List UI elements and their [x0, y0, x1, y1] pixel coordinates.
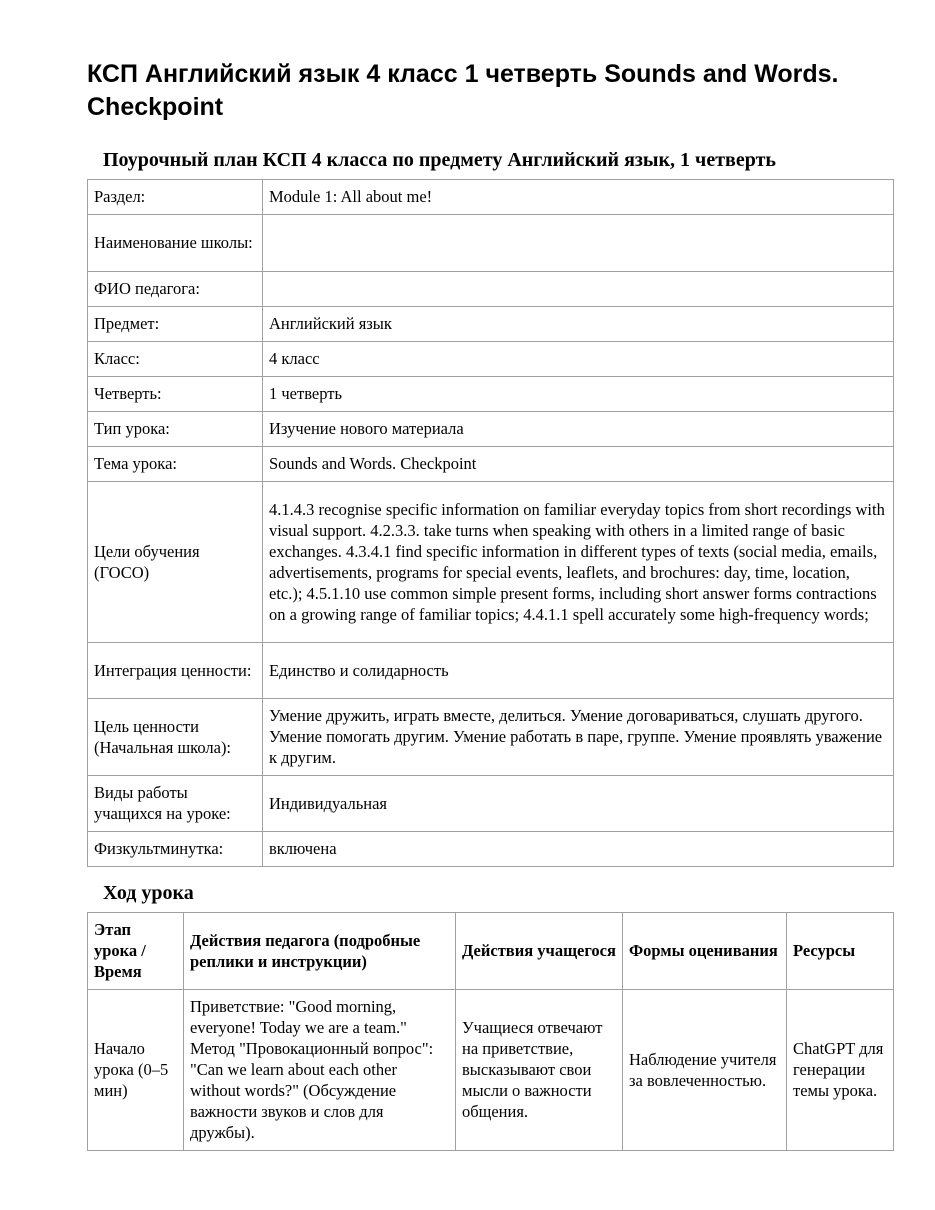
- column-header-student-actions: Действия учащегося: [456, 913, 623, 990]
- lesson-progress-heading: Ход урока: [103, 882, 194, 904]
- table-row: [88, 447, 894, 482]
- table-row: [88, 776, 894, 832]
- row-value: Module 1: All about me!: [263, 180, 894, 215]
- column-header-stage: Этап урока / Время: [88, 913, 184, 990]
- row-value: Английский язык: [263, 307, 894, 342]
- row-label: Тема урока:: [88, 447, 263, 482]
- column-header-teacher-actions: Действия педагога (подробные реплики и инструкции): [184, 913, 456, 990]
- row-label: Интеграция ценности:: [88, 643, 263, 699]
- row-label: Класс:: [88, 342, 263, 377]
- row-value: [263, 272, 894, 307]
- table-row: [88, 272, 894, 307]
- cell-student-actions: Учащиеся отвечают на приветствие, высказывают свои мысли о важности общения.: [456, 990, 623, 1151]
- lesson-info-table: [87, 179, 894, 867]
- row-label: Раздел:: [88, 180, 263, 215]
- table-row: [88, 990, 894, 1151]
- column-header-resources: Ресурсы: [787, 913, 894, 990]
- row-value: [263, 215, 894, 272]
- table-row: [88, 180, 894, 215]
- table-row: [88, 377, 894, 412]
- row-value: Изучение нового материала: [263, 412, 894, 447]
- row-label: Цель ценности (Начальная школа):: [88, 699, 263, 776]
- row-value: 4 класс: [263, 342, 894, 377]
- row-value: 1 четверть: [263, 377, 894, 412]
- cell-teacher-actions: Приветствие: "Good morning, everyone! Today we are a team." Метод "Провокационный вопрос": "Can we learn about each other without words?" (Обсуждение важности звуков и слов для дружбы).: [184, 990, 456, 1151]
- table-header-row: [88, 913, 894, 990]
- table-row: [88, 643, 894, 699]
- row-label: ФИО педагога:: [88, 272, 263, 307]
- row-value: Индивидуальная: [263, 776, 894, 832]
- row-value: 4.1.4.3 recognise specific information on familiar everyday topics from short recordings with visual support. 4.2.3.3. take turns when speaking with others in a limited range of basic exchanges. 4.3.4.1 find specific information in different types of texts (social media, emails, advertisements, programs for special events, leaflets, and brochures: day, time, location, etc.); 4.5.1.10 use common simple present forms, including short answer forms contractions on a growing range of familiar topics; 4.4.1.1 spell accurately some high-frequency words;: [263, 482, 894, 643]
- cell-resources: ChatGPT для генерации темы урока.: [787, 990, 894, 1151]
- row-label: Тип урока:: [88, 412, 263, 447]
- plan-heading: Поурочный план КСП 4 класса по предмету Английский язык, 1 четверть: [103, 149, 776, 171]
- row-value: Единство и солидарность: [263, 643, 894, 699]
- cell-stage: Начало урока (0–5 мин): [88, 990, 184, 1151]
- row-label: Предмет:: [88, 307, 263, 342]
- page-title: КСП Английский язык 4 класс 1 четверть Sounds and Words. Checkpoint: [87, 60, 839, 121]
- row-value: включена: [263, 832, 894, 867]
- row-label: Наименование школы:: [88, 215, 263, 272]
- table-row: [88, 482, 894, 643]
- row-value: Sounds and Words. Checkpoint: [263, 447, 894, 482]
- table-row: [88, 342, 894, 377]
- row-label: Цели обучения (ГОСО): [88, 482, 263, 643]
- row-label: Виды работы учащихся на уроке:: [88, 776, 263, 832]
- row-label: Физкультминутка:: [88, 832, 263, 867]
- table-row: [88, 832, 894, 867]
- cell-assessment: Наблюдение учителя за вовлеченностью.: [623, 990, 787, 1151]
- column-header-assessment: Формы оценивания: [623, 913, 787, 990]
- row-value: Умение дружить, играть вместе, делиться. Умение договариваться, слушать другого. Умение помогать другим. Умение работать в паре, группе. Умение проявлять уважение к другим.: [263, 699, 894, 776]
- table-row: [88, 307, 894, 342]
- table-row: [88, 412, 894, 447]
- row-label: Четверть:: [88, 377, 263, 412]
- table-row: [88, 699, 894, 776]
- lesson-progress-table: [87, 912, 894, 1151]
- table-row: [88, 215, 894, 272]
